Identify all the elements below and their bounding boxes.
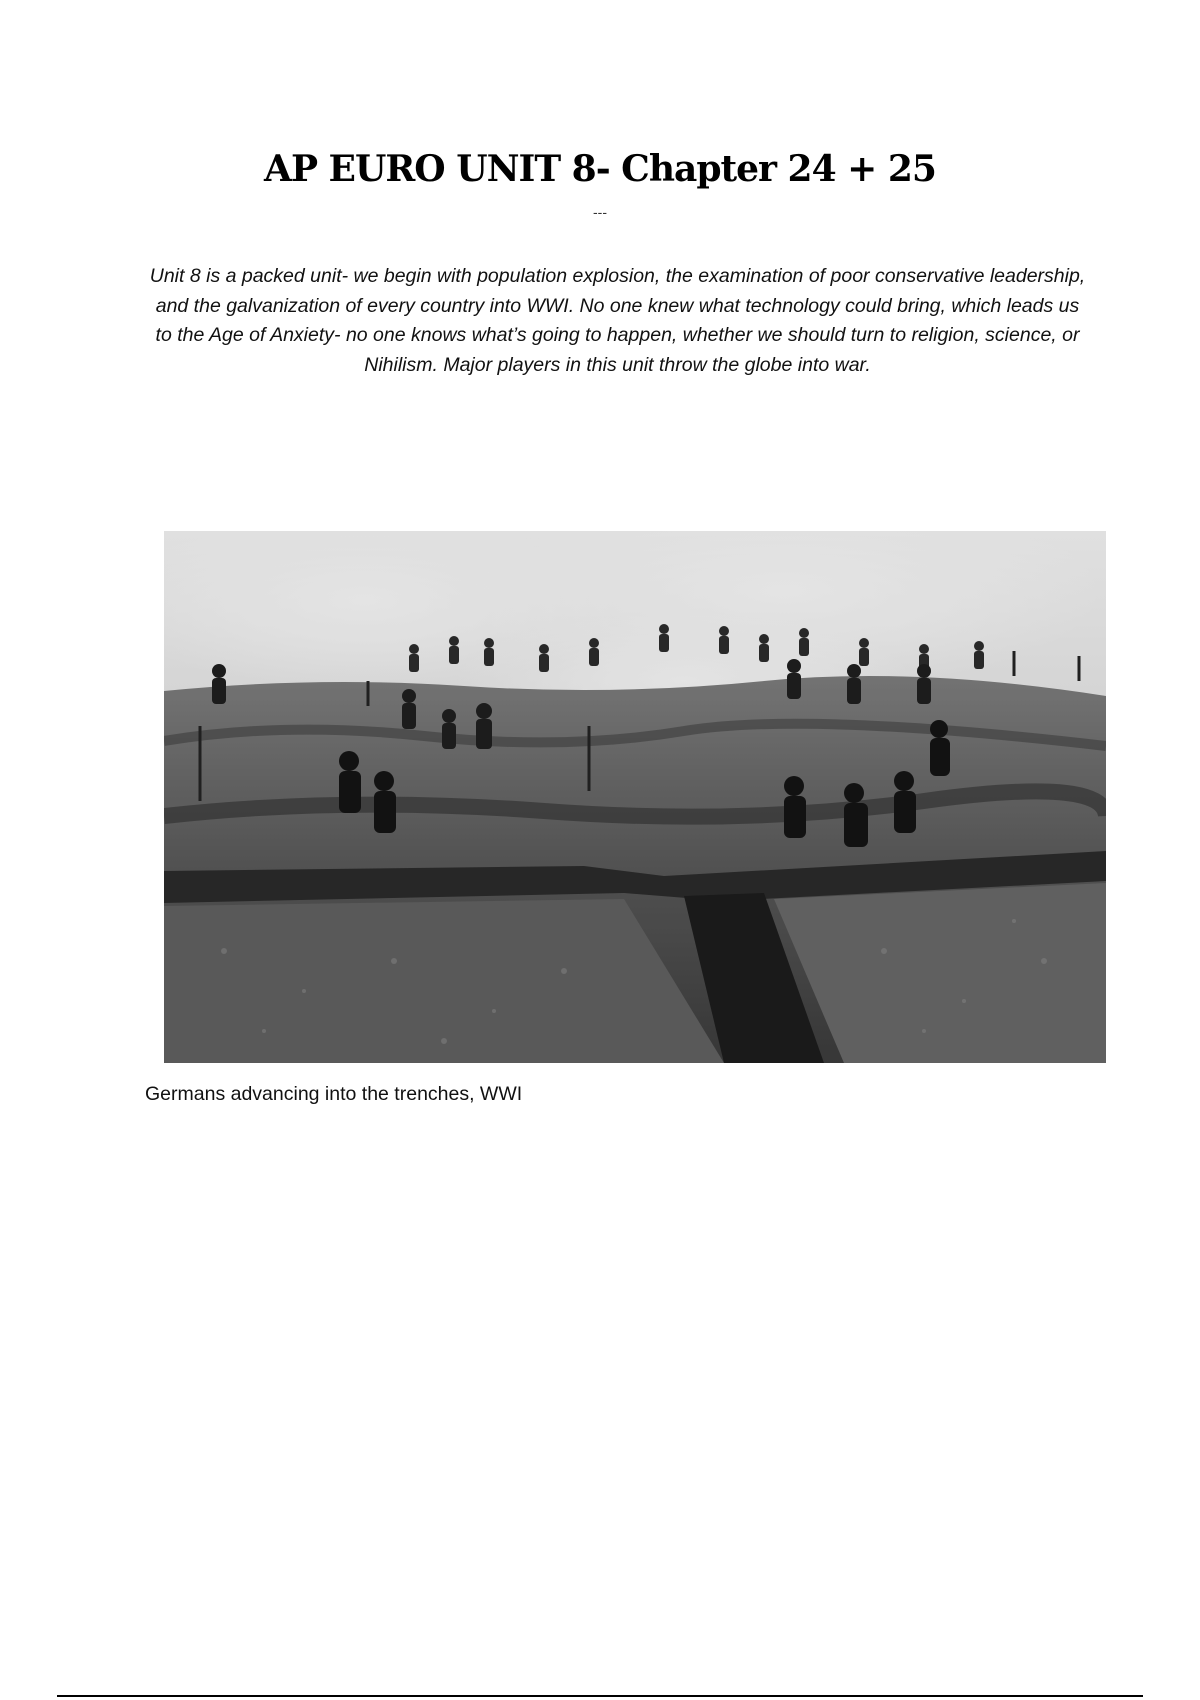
intro-paragraph: Unit 8 is a packed unit- we begin with population explosion, the examination of poor conservative leadership, and the galvanization of every country into WWI. No one knew what technology could bring, which leads us to the Age of Anxiety- no one knows what’s going to happen, whether we should turn to religion, science, or Nihilism. Major players in this unit throw the globe into war. — [149, 265, 1086, 376]
trench-photo-illustration — [164, 531, 1106, 1063]
page-title: AP EURO UNIT 8- Chapter 24 + 25 — [264, 148, 936, 190]
footer-rule — [57, 1695, 1143, 1697]
title-separator: --- — [593, 204, 607, 220]
trench-photo — [164, 531, 1106, 1063]
grain-overlay — [164, 531, 1106, 1063]
photo-caption: Germans advancing into the trenches, WWI — [145, 1083, 523, 1105]
